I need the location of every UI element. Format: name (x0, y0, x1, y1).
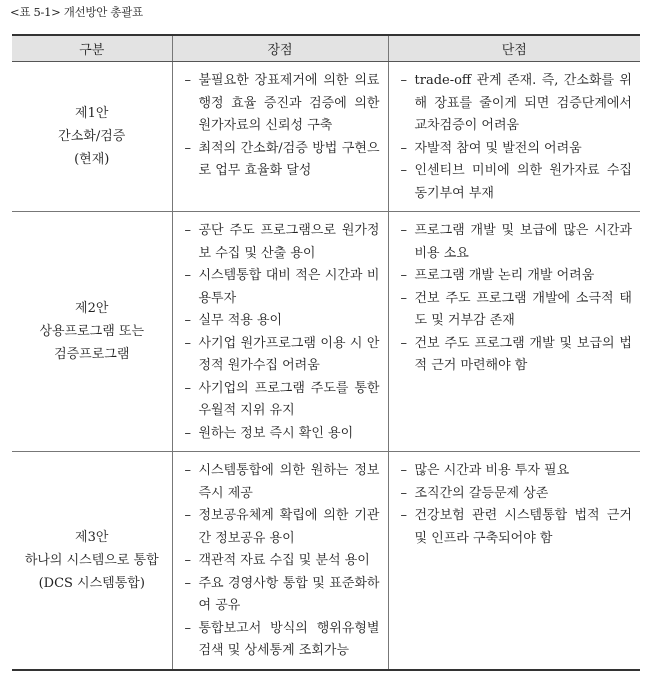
list-item: – 불필요한 장표제거에 의한 의료행정 효율 증진과 검증에 의한 원가자료의 신뢰성 구축 (184, 73, 380, 133)
list-item: – 실무 적용 용이 (184, 313, 283, 328)
list-item: – 공단 주도 프로그램으로 원가정보 수집 및 산출 용이 (184, 223, 380, 261)
table-row (12, 452, 640, 670)
category-line: 제2안 (75, 301, 109, 316)
category-line: (현재) (74, 152, 110, 167)
list-item: – 사기업 원가프로그램 이용 시 안정적 원가수집 어려움 (184, 335, 380, 373)
category-line: 제3안 (75, 529, 109, 545)
category-line: 검증프로그램 (54, 347, 130, 362)
list-item: – 시스템통합 대비 적은 시간과 비용투자 (184, 268, 380, 306)
list-item: – 최적의 간소화/검증 방법 구현으로 업무 효율화 달성 (184, 140, 380, 178)
list-item: – 건강보험 관련 시스템통합 법적 근거 및 인프라 구축되어야 함 (400, 508, 632, 546)
list-item: – 인센티브 미비에 의한 원가자료 수집 동기부여 부재 (400, 163, 632, 201)
header-row (12, 35, 640, 62)
category-line: 상용프로그램 또는 (39, 324, 145, 339)
cons-cell (388, 212, 640, 452)
summary-table (12, 34, 640, 671)
cons-cell (388, 452, 640, 670)
header-pros: 장점 (172, 35, 388, 62)
pros-cell (172, 62, 388, 212)
list-item: – 자발적 참여 및 발전의 어려움 (400, 140, 582, 156)
list-item: – 건보 주도 프로그램 개발에 소극적 태도 및 거부감 존재 (400, 290, 632, 328)
list-item: – 조직간의 갈등문제 상존 (400, 485, 549, 501)
list-item: – 객관적 자료 수집 및 분석 용이 (184, 553, 370, 568)
list-item: – 프로그램 개발 논리 개발 어려움 (400, 268, 595, 283)
list-item: – 주요 경영사항 통합 및 표준화하여 공유 (184, 575, 380, 613)
cons-cell (388, 62, 640, 212)
category-line: 하나의 시스템으로 통합 (24, 552, 159, 568)
list-item: – 건보 주도 프로그램 개발 및 보급의 법적 근거 마련해야 함 (400, 335, 632, 373)
pros-cell (172, 212, 388, 452)
table-caption: <표 5-1> 개선방안 총괄표 (10, 5, 143, 19)
category-line: 제1안 (75, 106, 109, 121)
list-item: – trade-off 관계 존재. 즉, 간소화를 위해 장표를 줄이게 되면 검증단계에서 교차검증이 어려움 (400, 73, 632, 133)
list-item: – 시스템통합에 의한 원하는 정보 즉시 제공 (184, 463, 380, 501)
list-item: – 사기업의 프로그램 주도를 통한 우월적 지위 유지 (184, 380, 380, 418)
table-row (12, 62, 640, 212)
list-item: – 원하는 정보 즉시 확인 용이 (184, 425, 354, 441)
category-line: (DCS 시스템통합) (38, 575, 145, 591)
category-cell (12, 212, 172, 452)
pros-cell (172, 452, 388, 670)
category-cell (12, 62, 172, 212)
header-cons: 단점 (388, 35, 640, 62)
category-line: 간소화/검증 (58, 129, 126, 144)
table-row (12, 212, 640, 452)
list-item: – 프로그램 개발 및 보급에 많은 시간과 비용 소요 (400, 223, 632, 261)
list-item: – 많은 시간과 비용 투자 필요 (400, 463, 570, 478)
list-item: – 통합보고서 방식의 행위유형별 검색 및 상세통계 조회가능 (184, 620, 380, 658)
list-item: – 정보공유체계 확립에 의한 기관간 정보공유 용이 (184, 508, 380, 546)
category-cell (12, 452, 172, 670)
header-category: 구분 (12, 35, 172, 62)
